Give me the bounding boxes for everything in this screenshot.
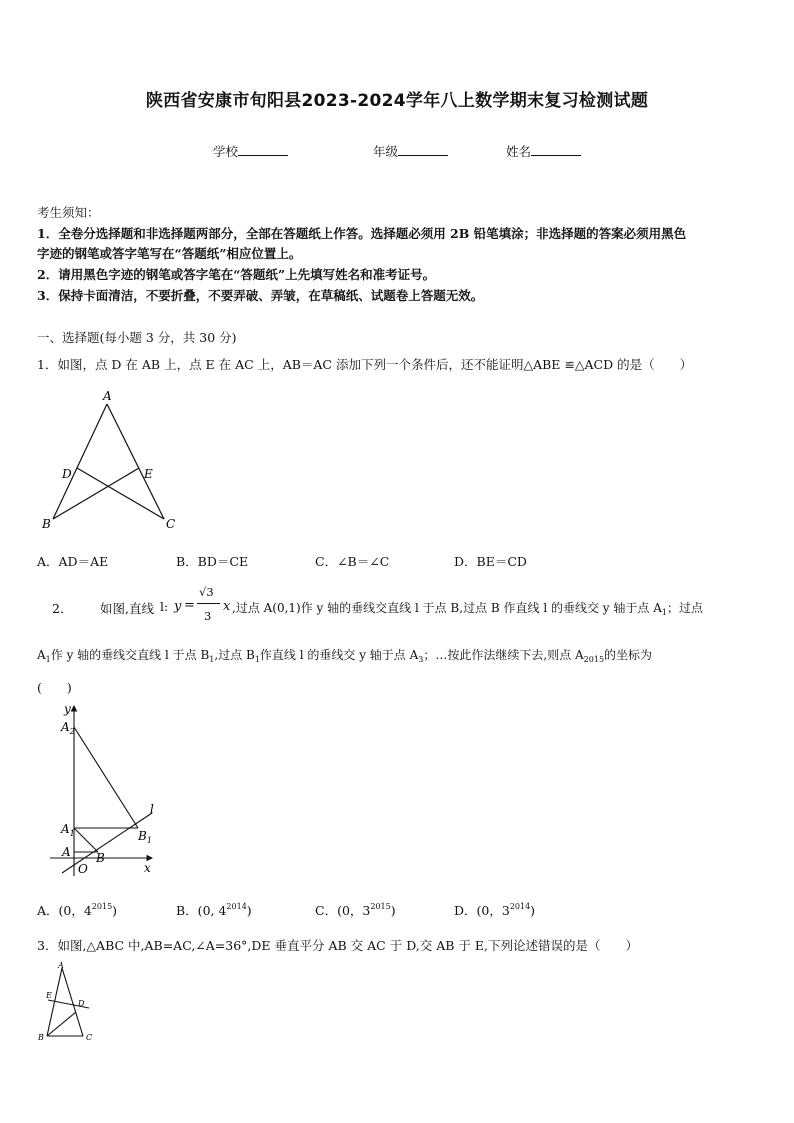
- q2-l2-a: A: [37, 648, 46, 662]
- q2-label-B1: [137, 829, 152, 845]
- q1-label-A: A: [103, 389, 112, 403]
- q2-option-a-exp: 2015: [91, 902, 113, 911]
- q2-number: 2．: [52, 601, 73, 616]
- grade-label: 年级: [373, 144, 399, 159]
- notice-item-3: 3．保持卡面清洁，不要折叠，不要弄破、弄皱，在草稿纸、试题卷上答题无效。: [37, 288, 484, 303]
- page-title: 陕西省安康市旬阳县2023-2024学年八上数学期末复习检测试题: [145, 91, 649, 111]
- q3-label-A: A: [58, 961, 64, 970]
- q2-eq-y: y: [174, 599, 182, 614]
- q2-option-d-close: ): [530, 903, 536, 918]
- q2-l2-a-sub: 1: [45, 655, 51, 664]
- q3-figure: [36, 960, 106, 1046]
- q1-figure: [36, 386, 186, 536]
- q2-option-a[interactable]: [37, 901, 117, 919]
- q2-option-c-exp: 2015: [370, 902, 391, 911]
- q1-option-d[interactable]: D．BE＝CD: [454, 554, 527, 569]
- q2-option-c-close: ): [390, 903, 396, 918]
- q2-stem-b-text: ,过点 A(0,1)作 y 轴的垂线交直线 l 于点 B,过点 B 作直线 l 的垂线交 y 轴于点 A: [232, 601, 662, 615]
- q2-option-b[interactable]: [176, 901, 252, 919]
- q2-label-A1-main: A: [61, 822, 70, 836]
- q3-label-D: D: [78, 999, 85, 1008]
- q3-label-B: B: [38, 1033, 44, 1042]
- q2-l2-e-sub: 2015: [583, 655, 605, 664]
- q2-label-B1-main: B: [138, 829, 147, 843]
- q2-stem-a: 如图,直线: [100, 601, 154, 616]
- q2-eq-fraction-bar: [197, 603, 220, 604]
- q2-option-b-close: ): [246, 903, 252, 918]
- q2-option-a-close: ): [112, 903, 118, 918]
- q2-label-A1: [60, 822, 75, 838]
- q2-label-O: O: [78, 862, 88, 876]
- name-blank[interactable]: [531, 143, 581, 156]
- q1-label-B: B: [42, 517, 51, 531]
- school-blank[interactable]: [238, 143, 288, 156]
- q2-stem-b-sub: 1: [661, 608, 667, 617]
- q2-label-A2: [60, 720, 75, 736]
- q2-eq-numerator: √3: [199, 585, 214, 599]
- grade-field[interactable]: [373, 142, 448, 160]
- q2-label-A: A: [62, 845, 71, 859]
- q2-option-b-text: B．(0, 4: [176, 903, 227, 918]
- q2-line-label: l:: [160, 599, 169, 614]
- school-label: 学校: [213, 144, 239, 159]
- section-heading: 一、选择题(每小题 3 分，共 30 分): [37, 330, 237, 345]
- q2-option-c-text: C．(0，3: [315, 903, 371, 918]
- q2-l2-e: ；…按此作法继续下去,则点 A: [423, 648, 584, 662]
- notice-item-1b: 字迹的钢笔或答字笔写在“答题纸”相应位置上。: [37, 246, 302, 261]
- notice-item-1a: 1．全卷分选择题和非选择题两部分，全部在答题纸上作答。选择题必须用 2B 铅笔填涂；非选择题的答案必须用黑色: [37, 226, 687, 241]
- q2-eq-equals: =: [184, 598, 195, 613]
- q2-l2-d: 作直线 l 的垂线交 y 轴于点 A: [259, 648, 419, 662]
- q2-l2-c-sub: 1: [254, 655, 260, 664]
- q2-stem-line2: [37, 646, 652, 663]
- q2-label-A2-main: A: [61, 720, 70, 734]
- q2-label-x: x: [144, 861, 151, 875]
- q2-option-a-text: A．(0，4: [37, 903, 92, 918]
- q2-label-B1-sub: 1: [146, 836, 152, 845]
- q2-option-d-text: D．(0，3: [454, 903, 510, 918]
- q2-stem-b-end: ；过点: [666, 601, 703, 615]
- q2-eq-x: x: [223, 599, 231, 614]
- q2-option-d-exp: 2014: [509, 902, 531, 911]
- q2-label-A2-sub: 2: [69, 727, 75, 736]
- q2-l2-b: 作 y 轴的垂线交直线 l 于点 B: [50, 648, 210, 662]
- q1-option-b[interactable]: B．BD＝CE: [176, 554, 249, 569]
- q2-label-y: y: [64, 702, 71, 716]
- grade-blank[interactable]: [398, 143, 448, 156]
- q2-l2-c: ,过点 B: [214, 648, 255, 662]
- q3-stem: 3．如图,△ABC 中,AB=AC,∠A=36°,DE 垂直平分 AB 交 AC 于 D,交 AB 于 E,下列论述错误的是（ ）: [37, 938, 638, 953]
- q2-label-A1-sub: 1: [69, 829, 75, 838]
- q3-label-C: C: [86, 1033, 93, 1042]
- school-field[interactable]: [213, 142, 288, 160]
- q2-label-B: B: [96, 851, 105, 865]
- name-field[interactable]: [506, 142, 581, 160]
- q2-answer-paren: ( ): [37, 680, 72, 695]
- q1-option-c[interactable]: C．∠B＝∠C: [315, 554, 390, 569]
- name-label: 姓名: [506, 144, 532, 159]
- q2-figure: [40, 700, 170, 880]
- notice-item-2: 2．请用黑色字迹的钢笔或答字笔在“答题纸”上先填写姓名和准考证号。: [37, 267, 436, 282]
- q1-label-E: E: [144, 467, 153, 481]
- q3-label-E: E: [46, 991, 52, 1000]
- q2-eq-denominator: 3: [204, 609, 212, 623]
- q1-label-D: D: [62, 467, 72, 481]
- q1-label-C: C: [166, 517, 176, 531]
- q2-l2-d-sub: 3: [418, 655, 424, 664]
- q2-label-l: l: [150, 802, 154, 816]
- q2-l2-b-sub: 1: [209, 655, 215, 664]
- q2-option-b-exp: 2014: [226, 902, 247, 911]
- notice-heading: 考生须知：: [37, 205, 100, 220]
- q1-option-a[interactable]: A．AD＝AE: [37, 554, 109, 569]
- q2-l2-f: 的坐标为: [604, 648, 653, 662]
- q1-stem: 1．如图，点 D 在 AB 上，点 E 在 AC 上，AB＝AC 添加下列一个条件后，还不能证明△ABE ≌△ACD 的是（ ）: [37, 357, 693, 372]
- q2-stem-b: [232, 599, 703, 616]
- q2-option-c[interactable]: [315, 901, 396, 919]
- q2-option-d[interactable]: [454, 901, 535, 919]
